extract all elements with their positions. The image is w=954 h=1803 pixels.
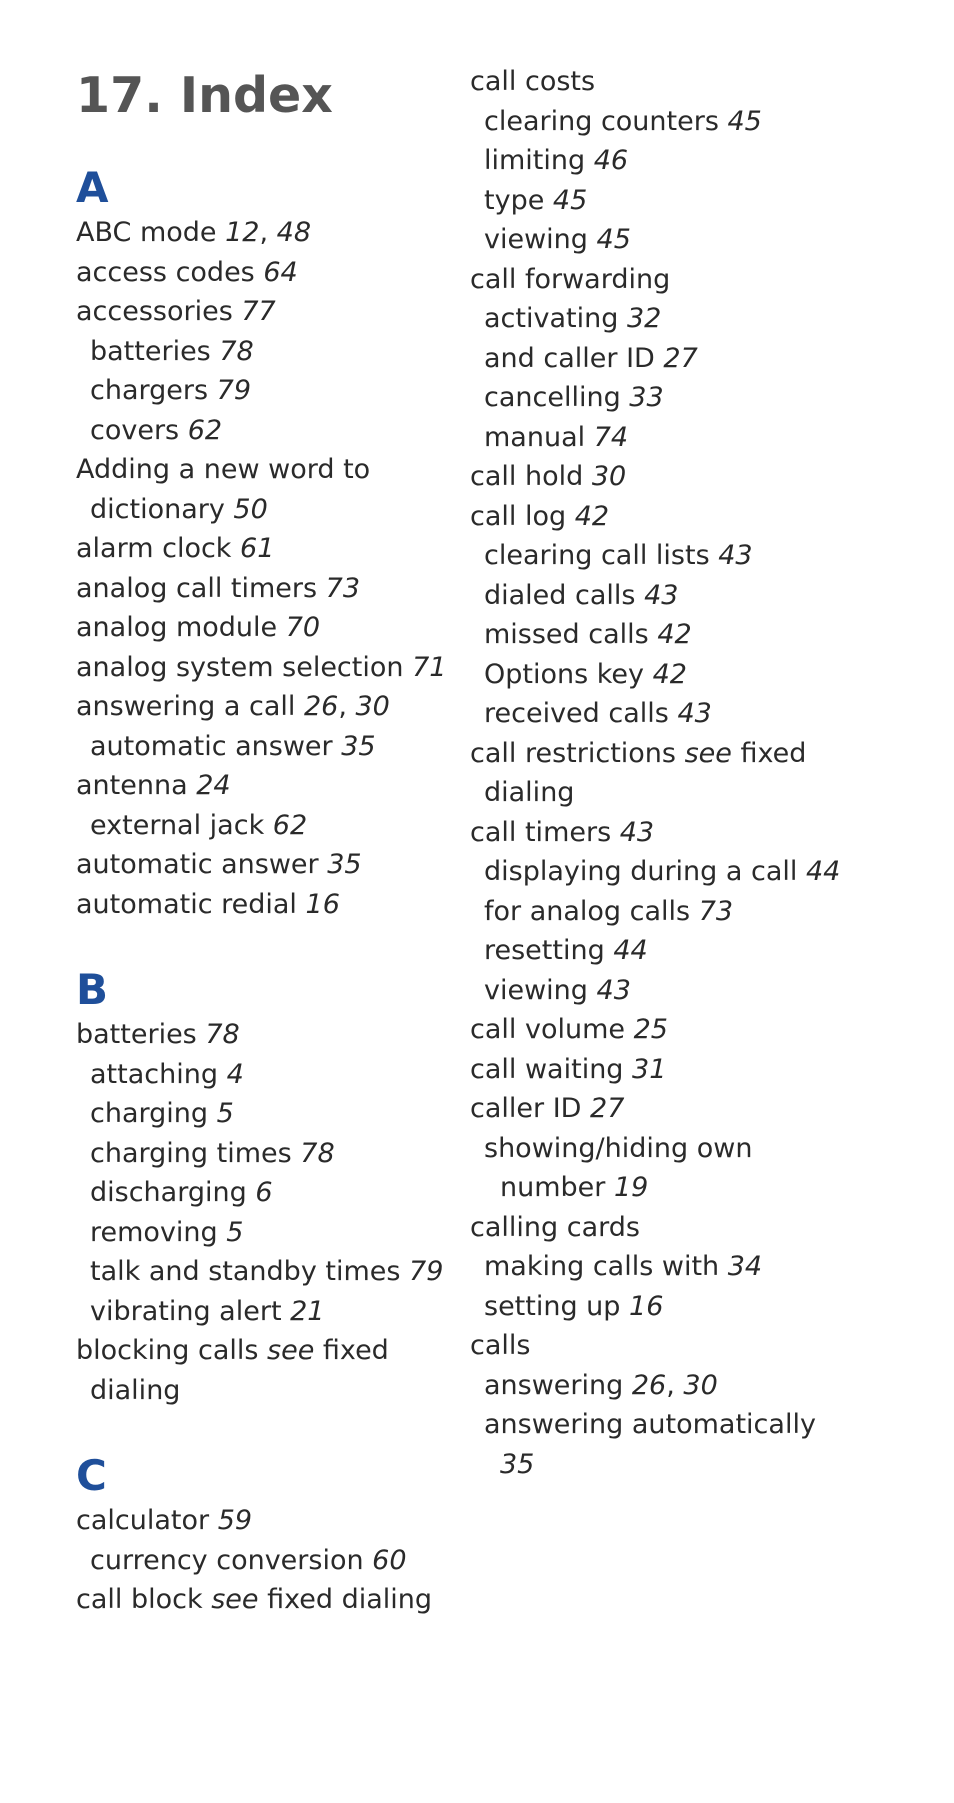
entry-text: covers <box>90 414 188 446</box>
index-subentry <box>76 332 456 372</box>
entry-text: discharging <box>90 1177 256 1208</box>
entry-text: making calls with <box>484 1251 728 1282</box>
entry-text: analog call timers <box>76 572 326 604</box>
entry-text: , <box>338 691 356 722</box>
index-entry <box>470 1089 930 1129</box>
page-number: 31 <box>632 1053 667 1085</box>
entry-text: batteries <box>90 335 220 367</box>
entry-text: activating <box>484 303 627 334</box>
index-subentry <box>470 1247 930 1287</box>
entry-text: dialed calls <box>484 579 645 611</box>
entry-text: currency conversion <box>90 1544 373 1576</box>
page-number: 50 <box>233 493 268 525</box>
page-number: 78 <box>300 1137 335 1169</box>
entry-text: resetting <box>484 935 614 966</box>
index-subentry <box>76 1371 456 1411</box>
index-subentry <box>76 1213 456 1253</box>
see-reference: see <box>211 1584 259 1615</box>
page-number: 62 <box>272 809 308 841</box>
page-number: 6 <box>255 1177 273 1208</box>
entry-text: and caller ID <box>484 342 664 374</box>
page-number: 48 <box>276 217 311 248</box>
index-entry <box>76 766 456 806</box>
entry-text: talk and standby times <box>90 1256 410 1287</box>
page-number: 16 <box>305 888 340 920</box>
page-number: 78 <box>205 1019 240 1050</box>
entry-text: fixed <box>314 1335 389 1366</box>
page-number: 24 <box>196 770 231 801</box>
page-number: 45 <box>727 105 762 137</box>
index-entry <box>470 813 930 853</box>
index-entry <box>76 1015 456 1055</box>
page-number: 30 <box>683 1369 718 1401</box>
entry-text: alarm clock <box>76 533 241 564</box>
index-subentry <box>470 971 930 1011</box>
page-number: 16 <box>629 1290 664 1322</box>
entry-text: call hold <box>470 461 592 492</box>
entry-text: attaching <box>90 1058 227 1090</box>
page-number: 44 <box>613 935 648 966</box>
index-subentry <box>470 773 930 813</box>
entry-text: call volume <box>470 1014 634 1045</box>
index-subentry <box>76 727 456 767</box>
page-number: 25 <box>633 1014 668 1045</box>
entry-text: batteries <box>76 1019 206 1050</box>
page-title: 17. Index <box>76 67 333 124</box>
page-number: 27 <box>590 1093 625 1124</box>
index-subentry <box>470 181 930 221</box>
index-list-right <box>470 62 930 1484</box>
page-number: 43 <box>718 540 753 571</box>
section-letter-heading: A <box>76 163 109 212</box>
page-number: 78 <box>219 335 254 367</box>
entry-text: antenna <box>76 770 197 801</box>
page-number: 30 <box>591 461 627 492</box>
index-entry <box>470 1050 930 1090</box>
page-number: 42 <box>657 619 692 650</box>
entry-text: call restrictions <box>470 737 685 769</box>
index-subentry <box>76 371 456 411</box>
entry-text: call forwarding <box>470 263 671 295</box>
page-number: 43 <box>619 816 655 848</box>
index-entry <box>76 1580 456 1620</box>
index-subentry <box>470 1445 930 1485</box>
index-entry <box>76 648 456 688</box>
index-column-left <box>76 62 456 1620</box>
index-entry <box>470 457 930 497</box>
entry-text: limiting <box>484 145 594 176</box>
index-entry <box>76 608 456 648</box>
index-subentry <box>470 102 930 142</box>
page-number: 34 <box>727 1251 763 1282</box>
page-number: 5 <box>216 1098 234 1129</box>
page-number: 45 <box>596 224 631 255</box>
entry-text: access codes <box>76 256 264 288</box>
index-subentry <box>76 1252 456 1292</box>
page-number: 32 <box>626 303 662 334</box>
index-entry <box>470 734 930 774</box>
index-subentry <box>76 1173 456 1213</box>
entry-text: charging <box>90 1098 217 1129</box>
page-number: 44 <box>806 856 841 887</box>
entry-text: automatic answer <box>90 730 342 762</box>
page-number: 43 <box>644 579 679 611</box>
see-reference: see <box>267 1335 315 1366</box>
entry-text: calls <box>470 1330 531 1361</box>
page-number: 35 <box>327 849 362 880</box>
index-entry <box>470 1326 930 1366</box>
page-number: 30 <box>355 691 390 722</box>
index-subentry <box>76 490 456 530</box>
index-subentry <box>470 1129 930 1169</box>
index-subentry <box>76 1541 456 1581</box>
entry-text: vibrating alert <box>90 1295 291 1327</box>
index-subentry <box>470 536 930 576</box>
index-entry <box>76 292 456 332</box>
entry-text: missed calls <box>484 619 658 650</box>
entry-text: viewing <box>484 974 597 1006</box>
index-subentry <box>470 220 930 260</box>
entry-text: dialing <box>90 1374 181 1406</box>
page-number: 77 <box>241 296 276 327</box>
index-subentry <box>470 299 930 339</box>
entry-text: ABC mode <box>76 217 226 248</box>
entry-text: received calls <box>484 698 678 729</box>
page-number: 71 <box>412 651 447 683</box>
entry-text: caller ID <box>470 1093 591 1124</box>
page-number: 74 <box>593 421 629 453</box>
title-spacer <box>76 130 456 162</box>
entry-text: external jack <box>90 809 273 841</box>
section-letter-heading: C <box>76 1451 107 1500</box>
entry-text: blocking calls <box>76 1335 268 1366</box>
index-subentry <box>470 615 930 655</box>
entry-text: , <box>259 217 277 248</box>
entry-text: clearing call lists <box>484 540 719 571</box>
entry-text: number <box>500 1172 614 1203</box>
index-entry <box>76 569 456 609</box>
entry-text: showing/hiding own <box>484 1132 753 1164</box>
page-number: 42 <box>574 500 610 532</box>
entry-text: clearing counters <box>484 105 728 137</box>
page-number: 61 <box>240 533 275 564</box>
page-number: 43 <box>677 698 712 729</box>
entry-text: call block <box>76 1584 212 1615</box>
index-subentry <box>470 1287 930 1327</box>
index-entry <box>470 1010 930 1050</box>
page-number: 46 <box>593 145 629 176</box>
entry-text: answering <box>484 1369 632 1401</box>
index-subentry <box>76 1292 456 1332</box>
page-number: 26 <box>631 1369 667 1401</box>
entry-text: fixed <box>731 737 807 769</box>
index-subentry <box>76 1134 456 1174</box>
entry-text: charging times <box>90 1137 301 1169</box>
entry-text: analog module <box>76 612 286 643</box>
entry-text: dictionary <box>90 493 234 525</box>
index-entry <box>470 62 930 102</box>
index-list-left <box>76 162 456 1620</box>
entry-text: , <box>666 1369 684 1401</box>
page-number: 4 <box>226 1058 244 1090</box>
entry-text: call costs <box>470 66 596 97</box>
index-subentry <box>470 694 930 734</box>
entry-text: analog system selection <box>76 651 413 683</box>
entry-text: type <box>484 184 553 216</box>
entry-text: automatic redial <box>76 888 306 920</box>
entry-text: answering a call <box>76 691 304 722</box>
index-column-right <box>470 62 930 1484</box>
index-subentry <box>470 931 930 971</box>
index-entry <box>470 497 930 537</box>
entry-text: displaying during a call <box>484 856 806 887</box>
page-number: 60 <box>372 1544 407 1576</box>
page-number: 21 <box>290 1295 325 1327</box>
page-number: 79 <box>216 375 251 406</box>
entry-text: setting up <box>484 1290 630 1322</box>
page-number: 35 <box>500 1448 535 1480</box>
section-letter-heading: B <box>76 965 109 1014</box>
index-subentry <box>470 576 930 616</box>
index-entry <box>76 1331 456 1371</box>
page-number: 64 <box>263 256 298 288</box>
index-entry <box>470 1208 930 1248</box>
section-spacer <box>76 924 456 964</box>
entry-text: call waiting <box>470 1053 633 1085</box>
page-number: 73 <box>698 895 734 927</box>
entry-text: cancelling <box>484 382 630 413</box>
page-number: 27 <box>663 342 698 374</box>
index-subentry <box>76 1055 456 1095</box>
index-subentry <box>470 655 930 695</box>
index-entry <box>470 260 930 300</box>
entry-text: accessories <box>76 296 242 327</box>
entry-text: manual <box>484 421 594 453</box>
entry-text: answering automatically <box>484 1409 816 1440</box>
section-spacer <box>76 1410 456 1450</box>
index-entry <box>76 885 456 925</box>
entry-text: for analog calls <box>484 895 699 927</box>
entry-text: automatic answer <box>76 849 328 880</box>
index-subentry <box>470 852 930 892</box>
page-number: 73 <box>325 572 361 604</box>
index-subentry <box>470 892 930 932</box>
index-entry <box>76 213 456 253</box>
index-subentry <box>470 418 930 458</box>
index-subentry <box>76 411 456 451</box>
page-number: 19 <box>613 1172 649 1203</box>
entry-text: chargers <box>90 375 217 406</box>
page-number: 42 <box>652 658 687 690</box>
entry-text: calculator <box>76 1505 218 1536</box>
index-entry <box>76 450 456 490</box>
page-number: 79 <box>409 1256 444 1287</box>
entry-text: Adding a new word to <box>76 454 371 485</box>
entry-text: fixed dialing <box>258 1584 433 1615</box>
index-entry <box>76 253 456 293</box>
page-number: 12 <box>225 217 260 248</box>
page-number: 62 <box>187 414 223 446</box>
see-reference: see <box>684 737 732 769</box>
entry-text: call timers <box>470 816 620 848</box>
page-number: 59 <box>217 1505 253 1536</box>
index-entry <box>76 1501 456 1541</box>
index-subentry <box>76 1094 456 1134</box>
page-number: 45 <box>552 184 588 216</box>
entry-text: Options key <box>484 658 653 690</box>
page-number: 35 <box>341 730 376 762</box>
entry-text: removing <box>90 1216 227 1248</box>
entry-text: dialing <box>484 777 575 808</box>
index-subentry <box>470 339 930 379</box>
index-subentry <box>470 1366 930 1406</box>
index-subentry <box>470 141 930 181</box>
index-subentry <box>470 1168 930 1208</box>
index-entry <box>76 845 456 885</box>
index-subentry <box>76 806 456 846</box>
index-subentry <box>470 378 930 418</box>
page-number: 26 <box>303 691 339 722</box>
entry-text: calling cards <box>470 1211 640 1243</box>
page-number: 70 <box>285 612 321 643</box>
page-number: 43 <box>596 974 631 1006</box>
entry-text: call log <box>470 500 575 532</box>
index-entry <box>76 687 456 727</box>
page-number: 5 <box>226 1216 244 1248</box>
page-number: 33 <box>629 382 664 413</box>
index-subentry <box>470 1405 930 1445</box>
index-entry <box>76 529 456 569</box>
entry-text: viewing <box>484 224 597 255</box>
